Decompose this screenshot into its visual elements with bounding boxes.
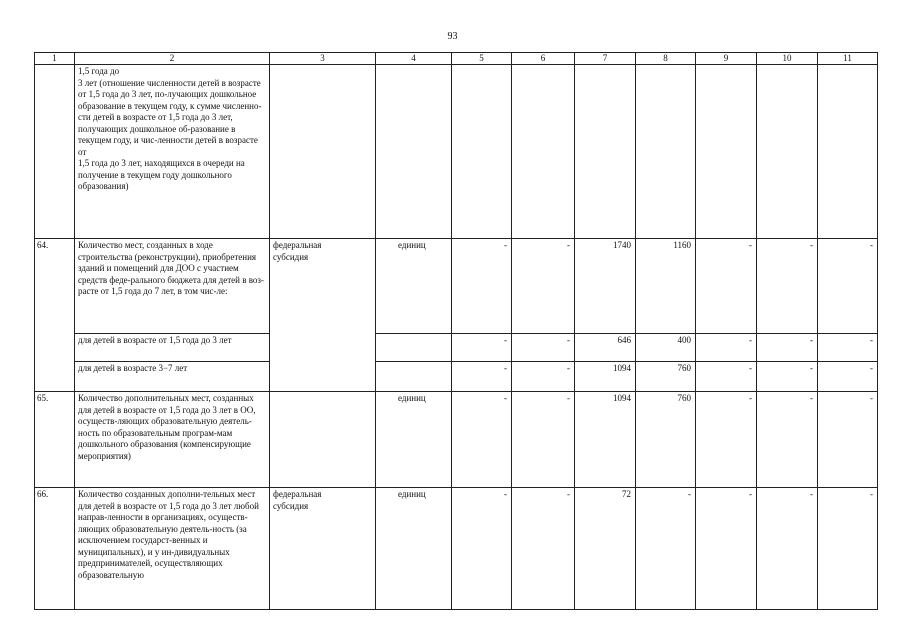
unit: единиц [376,392,452,488]
table-row [35,239,878,334]
indicator-name: 1,5 года до 3 лет (отношение численности детей в возрасте от 1,5 года до 3 лет, по-лучающих дошкольное образование в текущем году, к сумме численно-сти детей в возрасте от 1,5 года до 3 лет, получающих дошкольное об-разование в текущем году, и чис-ленности детей в возрасте от 1,5 года до 3 лет, находящихся в очереди на получение в текущем году дошкольного образования) [75,65,270,239]
value-cell: - [818,488,878,610]
value-cell: - [696,239,757,334]
funding-source: федеральная субсидия [270,239,376,392]
value-cell: - [512,334,575,362]
value-cell: - [696,488,757,610]
value-cell: - [452,362,512,392]
unit [376,362,452,392]
value-cell: 400 [636,334,696,362]
table-row [35,488,878,610]
value-cell [452,65,512,239]
value-cell: - [818,362,878,392]
indicator-name: для детей в возрасте 3−7 лет [75,362,270,392]
unit: единиц [376,488,452,610]
header-cell: 7 [575,53,636,65]
header-row [35,53,878,65]
value-cell: - [757,362,818,392]
header-cell: 4 [376,53,452,65]
row-number [35,65,75,239]
header-cell: 1 [35,53,75,65]
value-cell: - [757,334,818,362]
value-cell [512,65,575,239]
value-cell [818,65,878,239]
header-cell: 10 [757,53,818,65]
header-cell: 2 [75,53,270,65]
value-cell: - [512,488,575,610]
unit: единиц [376,239,452,334]
value-cell [696,65,757,239]
row-number: 64. [35,239,75,392]
indicators-table [34,52,878,610]
value-cell: - [757,239,818,334]
value-cell: - [757,488,818,610]
value-cell: 760 [636,362,696,392]
funding-source [270,392,376,488]
value-cell: - [818,392,878,488]
unit [376,65,452,239]
header-cell: 8 [636,53,696,65]
value-cell: 646 [575,334,636,362]
value-cell: - [818,239,878,334]
value-cell: - [818,334,878,362]
value-cell: 1094 [575,362,636,392]
table-row [35,362,878,392]
value-cell: 72 [575,488,636,610]
value-cell: - [452,488,512,610]
header-cell: 5 [452,53,512,65]
value-cell: - [512,239,575,334]
value-cell: - [452,334,512,362]
value-cell [757,65,818,239]
table-row [35,65,878,239]
header-cell: 11 [818,53,878,65]
header-cell: 6 [512,53,575,65]
funding-source [270,65,376,239]
value-cell [636,65,696,239]
value-cell [575,65,636,239]
value-cell: - [696,334,757,362]
page-number: 93 [447,31,458,42]
row-number: 65. [35,392,75,488]
funding-source: федеральная субсидия [270,488,376,610]
unit [376,334,452,362]
value-cell: - [512,362,575,392]
header-cell: 9 [696,53,757,65]
indicator-name: Количество созданных дополни-тельных мест для детей в возрасте от 1,5 года до 3 лет любой направ-ленности в организациях, осуществ-ляющих образовательную деятель-ность (за исключением государст-венных и муниципальных), и у ин-дивидуальных предпринимателей, осуществляющих образовательную [75,488,270,610]
indicator-name: Количество дополнительных мест, созданных для детей в возрасте от 1,5 года до 3 лет в ОО, осуществ-ляющих образовательную деятель-ность по образовательным програм-мам дошкольного образования (компенсирующие мероприятия) [75,392,270,488]
row-number: 66. [35,488,75,610]
value-cell: 1740 [575,239,636,334]
value-cell: 1094 [575,392,636,488]
value-cell: - [636,488,696,610]
value-cell: - [696,392,757,488]
indicator-name: Количество мест, созданных в ходе строительства (реконструкции), приобретения зданий и помещений для ДОО с участием средств феде-рального бюджета для детей в воз-расте от 1,5 года до 7 лет, в том чис-ле: [75,239,270,334]
value-cell: - [696,362,757,392]
value-cell: - [452,239,512,334]
value-cell: 1160 [636,239,696,334]
value-cell: - [757,392,818,488]
value-cell: - [512,392,575,488]
header-cell: 3 [270,53,376,65]
value-cell: - [452,392,512,488]
table-row [35,334,878,362]
table-row [35,392,878,488]
indicator-name: для детей в возрасте от 1,5 года до 3 лет [75,334,270,362]
value-cell: 760 [636,392,696,488]
